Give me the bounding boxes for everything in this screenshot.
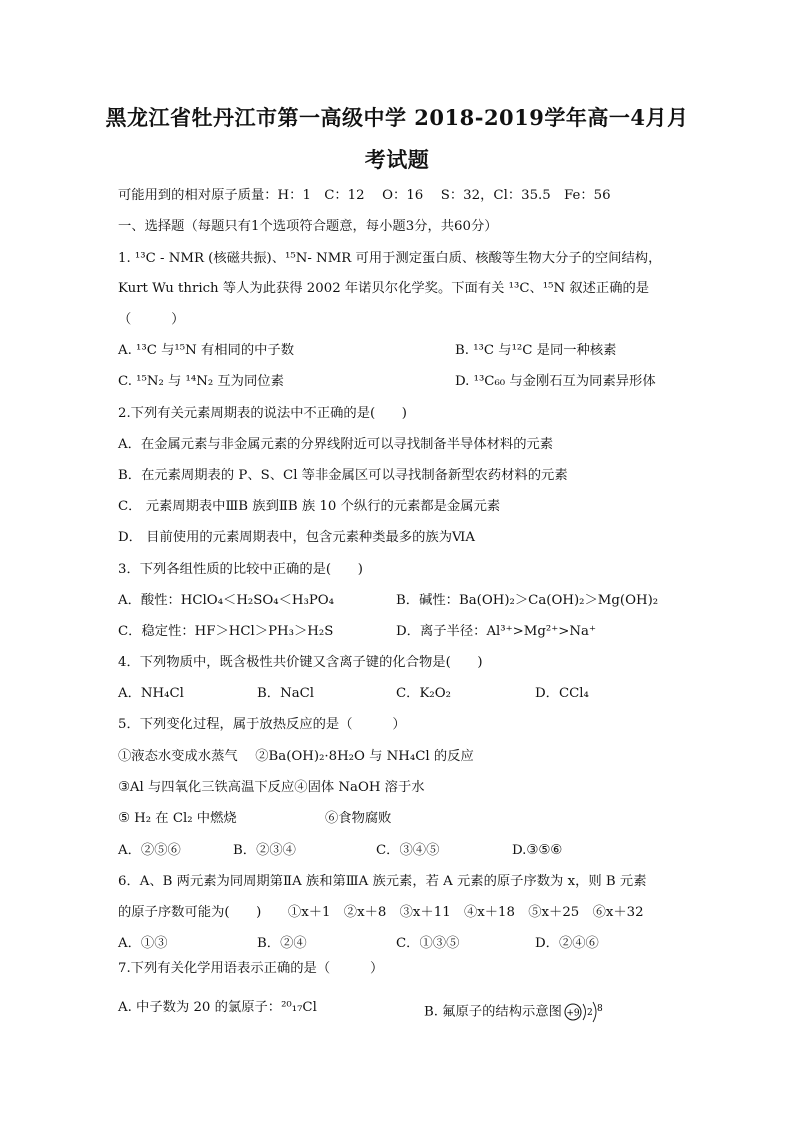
exam-title-line2: 考试题 <box>364 147 430 172</box>
nucleus-charge: +9 <box>566 1008 580 1019</box>
q7-option-b-label: B. 氟原子的结构示意图 <box>424 1004 562 1020</box>
q6-option-d: D．②④⑥ <box>535 936 599 951</box>
q2-option-a: A．在金属元素与非金属元素的分界线附近可以寻找制备半导体材料的元素 <box>118 437 554 452</box>
shell1-electrons: 2 <box>586 1008 593 1018</box>
q7-option-a: A. 中子数为 20 的氯原子：²⁰₁₇Cl <box>118 1000 317 1015</box>
q5-item-6: ⑥食物腐败 <box>325 811 392 826</box>
q1-option-c: C. ¹⁵N₂ 与 ¹⁴N₂ 互为同位素 <box>118 374 284 389</box>
q3-option-b: B．碱性：Ba(OH)₂＞Ca(OH)₂＞Mg(OH)₂ <box>396 593 659 608</box>
shell2-electrons: 8 <box>596 1004 603 1014</box>
q3-option-c: C．稳定性：HF＞HCl＞PH₃＞H₂S <box>118 624 334 639</box>
q6-stem-line2: 的原子序数可能为( ) ①x＋1 ②x＋8 ③x＋11 ④x＋18 ⑤x＋25 ⑥x＋32 <box>118 905 644 920</box>
q6-option-a: A．①③ <box>118 936 168 951</box>
shell-arc-2 <box>593 1002 596 1022</box>
exam-title-line1: 黑龙江省牡丹江市第一高级中学 2018-2019学年高一4月月 <box>105 105 689 130</box>
q3-stem: 3．下列各组性质的比较中正确的是( ) <box>118 562 363 577</box>
q5-option-a: A．②⑤⑥ <box>118 843 181 858</box>
q4-option-d: D．CCl₄ <box>535 686 589 701</box>
fluorine-atom-diagram <box>564 999 606 1025</box>
q6-stem-line1: 6．A、B 两元素为同周期第ⅡA 族和第ⅢA 族元素，若 A 元素的原子序数为 x，则 B 元素 <box>118 874 647 889</box>
q3-option-d: D．离子半径：Al³⁺>Mg²⁺>Na⁺ <box>396 624 596 639</box>
q5-item-5: ⑤ H₂ 在 Cl₂ 中燃烧 <box>118 811 237 826</box>
q2-option-b: B．在元素周期表的 P、S、Cl 等非金属区可以寻找制备新型农药材料的元素 <box>118 468 568 483</box>
q6-option-c: C．①③⑤ <box>396 936 460 951</box>
q7-option-b <box>424 999 606 1025</box>
q5-item-line1: ①液态水变成水蒸气 ②Ba(OH)₂·8H₂O 与 NH₄Cl 的反应 <box>118 749 474 764</box>
q1-option-b: B. ¹³C 与¹²C 是同一种核素 <box>455 343 617 358</box>
q1-stem-line3: （ ） <box>118 312 185 327</box>
shell-arc-1 <box>583 1004 586 1020</box>
q1-option-a: A. ¹³C 与¹⁵N 有相同的中子数 <box>118 343 295 358</box>
atomic-mass-info: 可能用到的相对原子质量：H：1 C：12 O：16 S：32，Cl：35.5 Fe：56 <box>118 188 611 203</box>
q5-option-b: B．②③④ <box>233 843 296 858</box>
q4-option-c: C．K₂O₂ <box>396 686 451 701</box>
q1-stem-line1: 1. ¹³C - NMR (核磁共振)、¹⁵N- NMR 可用于测定蛋白质、核酸等生物大分子的空间结构， <box>118 251 662 266</box>
q5-option-d: D.③⑤⑥ <box>512 843 563 858</box>
q5-item-line2: ③Al 与四氧化三铁高温下反应④固体 NaOH 溶于水 <box>118 780 425 795</box>
q1-option-d: D. ¹³C₆₀ 与金刚石互为同素异形体 <box>455 374 656 389</box>
q5-stem: 5．下列变化过程，属于放热反应的是（ ） <box>118 717 406 732</box>
q7-stem: 7.下列有关化学用语表示正确的是（ ） <box>118 961 384 976</box>
q6-option-b: B．②④ <box>257 936 307 951</box>
q1-stem-line2: Kurt Wu thrich 等人为此获得 2002 年诺贝尔化学奖。下面有关 ¹³C、¹⁵N 叙述正确的是 <box>118 281 650 296</box>
q2-option-c: C． 元素周期表中ⅢB 族到ⅡB 族 10 个纵行的元素都是金属元素 <box>118 499 501 514</box>
q4-option-b: B．NaCl <box>257 686 315 701</box>
q4-option-a: A．NH₄Cl <box>118 686 184 701</box>
q3-option-a: A．酸性：HClO₄＜H₂SO₄＜H₃PO₄ <box>118 593 335 608</box>
q5-option-c: C．③④⑤ <box>376 843 440 858</box>
q2-stem: 2.下列有关元素周期表的说法中不正确的是( ) <box>118 406 407 421</box>
section-heading: 一、选择题（每题只有1个选项符合题意，每小题3分，共60分） <box>118 219 498 234</box>
q4-stem: 4．下列物质中，既含极性共价键又含离子键的化合物是( ) <box>118 655 483 670</box>
q2-option-d: D． 目前使用的元素周期表中，包含元素种类最多的族为ⅥA <box>118 530 475 545</box>
